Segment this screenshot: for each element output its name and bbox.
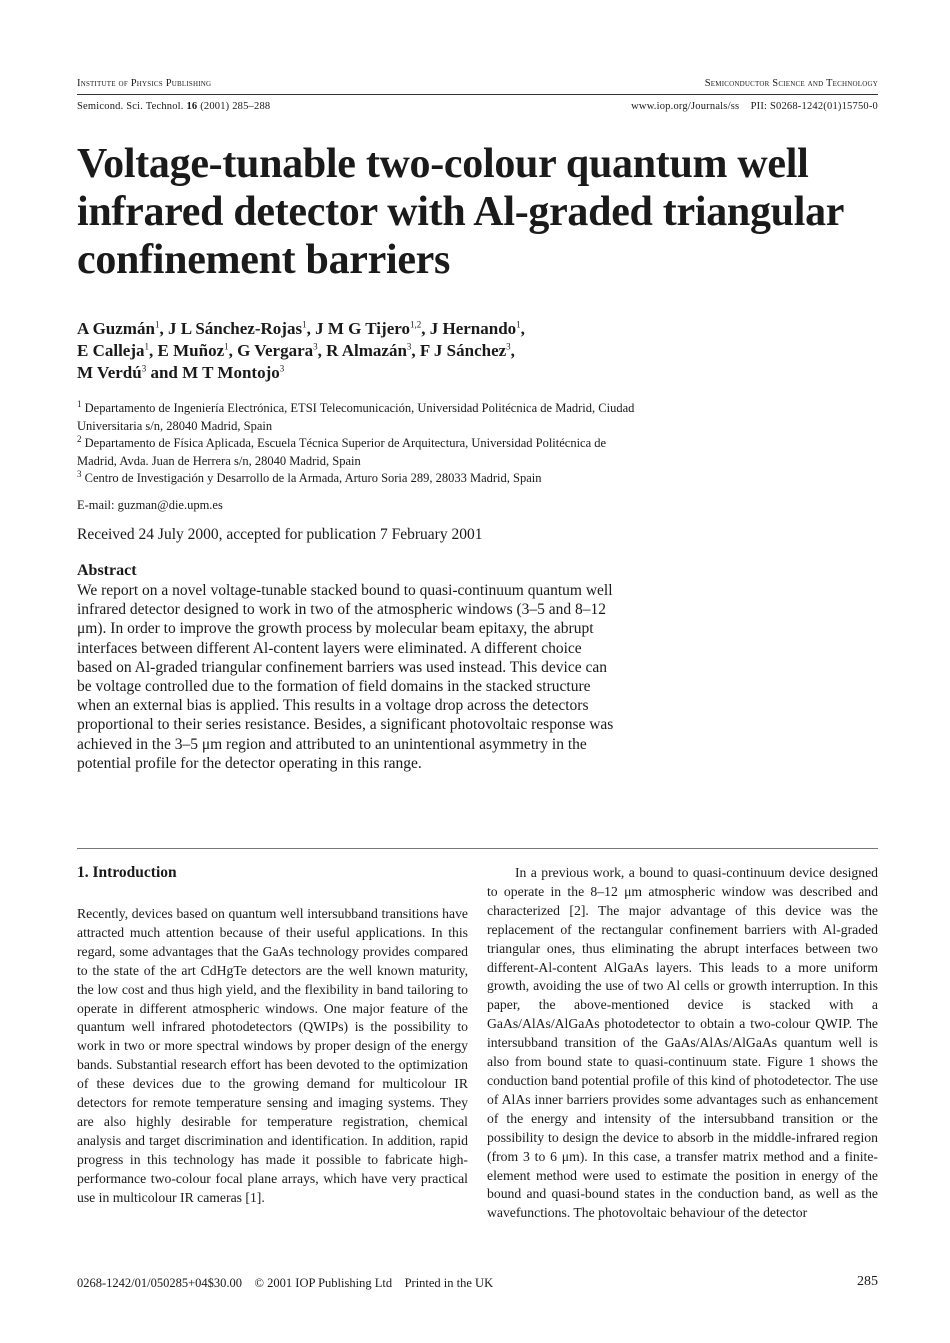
paper-title: Voltage-tunable two-colour quantum well infrared detector with Al-graded triangular confinement barriers xyxy=(77,141,844,283)
section-heading: 1. Introduction xyxy=(77,864,177,881)
affiliation-number: 3 xyxy=(77,468,82,479)
author-name: J L Sánchez-Rojas xyxy=(167,319,303,338)
author-name: E Muñoz xyxy=(157,341,225,360)
affiliation-1 xyxy=(77,399,637,435)
author-name: R Almazán xyxy=(326,341,407,360)
footer-info xyxy=(77,1276,493,1291)
header-rule xyxy=(77,94,878,95)
body-column-left: Recently, devices based on quantum well intersubband transitions have attracted much attention because of their useful applications. In this regard, some advantages that the GaAs technology provides compared to the state of the art CdHgTe detectors are the well known maturity, the low cost and thus high yield, and the flexibility in band tailoring to operate in different atmospheric windows. One major feature of the quantum well infrared photodetectors (QWIPs) is the possibility to work in two or more spectral windows by proper design of the energy bands. Substantial research effort has been devoted to the optimization of these devices due to the growing demand for multicolour IR detectors for remote temperature sensing and imaging systems. They are also highly desirable for temperature registration, chemical analysis and target discrimination and identification. In addition, rapid progress in this technology has made it possible to fabricate high-performance two-colour focal plane arrays, which have very practical use in multicolour IR cameras [1]. xyxy=(77,906,468,1205)
affiliation-2 xyxy=(77,434,637,470)
author-name: A Guzmán xyxy=(77,319,155,338)
abstract-text: We report on a novel voltage-tunable stacked bound to quasi-continuum quantum well infrared detector designed to work in two of the atmospheric windows (3–5 and 8–12 μm). In order to improve the growth process by molecular beam epitaxy, the abrupt interfaces between different Al-content layers were eliminated. A different choice based on Al-graded triangular confinement barriers was used instead. This device can be voltage controlled due to the formation of field domains in the stacked structure when an external bias is applied. This results in a voltage drop across the detectors proportional to their series resistance. Besides, a significant photovoltaic response was achieved in the 3–5 μm region and attributed to an unintentional asymmetry in the potential profile for the detector operating in this range. xyxy=(77,582,614,772)
citation-pages: (2001) 285–288 xyxy=(200,101,271,112)
affiliation-number: 2 xyxy=(77,433,82,444)
citation xyxy=(77,101,270,112)
footer-copyright: © 2001 IOP Publishing Ltd xyxy=(254,1276,393,1290)
footer-code: 0268-1242/01/050285+04$30.00 xyxy=(77,1276,243,1290)
author-name: E Calleja xyxy=(77,341,145,360)
email[interactable]: E-mail: guzman@die.upm.es xyxy=(77,498,223,512)
author-name: J Hernando xyxy=(429,319,517,338)
author-affiliation-mark: 1 xyxy=(224,341,229,352)
affiliation-3 xyxy=(77,469,697,487)
author-affiliation-mark: 1 xyxy=(516,319,521,330)
affiliation-text: Departamento de Ingeniería Electrónica, ETSI Telecomunicación, Universidad Politécnica de Madrid, Ciudad Universitaria s/n, 28040 Madrid, Spain xyxy=(77,401,635,433)
publisher-name: Institute of Physics Publishing xyxy=(77,78,212,89)
author-affiliation-mark: 1,2 xyxy=(409,319,422,330)
abstract-heading: Abstract xyxy=(77,562,137,579)
journal-url[interactable]: www.iop.org/Journals/ss xyxy=(631,101,740,112)
section-divider xyxy=(77,848,878,849)
author-name: J M G Tijero xyxy=(315,319,410,338)
author-affiliation-mark: 3 xyxy=(506,341,511,352)
citation-volume: 16 xyxy=(186,101,198,112)
author-affiliation-mark: 1 xyxy=(154,319,160,330)
citation-journal: Semicond. Sci. Technol. xyxy=(77,101,184,112)
received-dates: Received 24 July 2000, accepted for publication 7 February 2001 xyxy=(77,526,483,543)
author-name: G Vergara xyxy=(237,341,314,360)
author-name: F J Sánchez xyxy=(419,341,507,360)
pii: PII: S0268-1242(01)15750-0 xyxy=(750,101,878,112)
body-column-right: In a previous work, a bound to quasi-continuum device designed to operate in the 8–12 μm atmospheric window was described and characterized [2]. The major advantage of this device was the replacement of the rectangular confinement barriers with Al-graded triangular ones, thus eliminating the abrupt interfaces between two different-Al-content AlGaAs layers. This leads to a more uniform growth, avoiding the use of two Al cells or growth interruption. In this paper, the above-mentioned device is stacked with a GaAs/AlAs/AlGaAs photodetector to obtain a two-colour QWIP. The intersubband transition of the GaAs/AlAs/AlGaAs quantum well is also from bound state to quasi-continuum state. Figure 1 shows the conduction band potential profile of this kind of photodetector. The use of AlAs inner barriers provides some advantages such as enhancement of the energy and intensity of the intersubband transition or the possibility to design the device to absorb in the middle-infrared region (from 3 to 6 μm). In this case, a transfer matrix method and a finite-element method were used to estimate the position in energy of the bound and quasi-bound states in the conduction band, as well as the wavefunctions. The photovoltaic behaviour of the detector xyxy=(487,865,878,1221)
affiliation-text: Centro de Investigación y Desarrollo de la Armada, Arturo Soria 289, 28033 Madrid, Spain xyxy=(84,471,542,485)
footer-printed: Printed in the UK xyxy=(404,1276,494,1290)
page-number: 285 xyxy=(857,1274,878,1289)
author-affiliation-mark: 1 xyxy=(302,319,307,330)
author-name: M Verdú xyxy=(77,363,142,382)
affiliation-number: 1 xyxy=(77,398,82,409)
author-list: A Guzmán$^1$, J L Sánchez-Rojas$^1$, J M G Tijero$^{1,2}$, J Hernando$^1$, E Calleja$^1$, E Muñoz$^1$, G Vergara$^3$, R Almazán$^3$, F J Sánchez$^3$, M Verdú$^3$ and M T Montojo$^3$ xyxy=(77,319,525,382)
journal-name: Semiconductor Science and Technology xyxy=(704,78,878,89)
author-affiliation-mark: 3 xyxy=(313,341,318,352)
author-affiliation-mark: 3 xyxy=(279,363,285,374)
author-affiliation-mark: 3 xyxy=(141,363,147,374)
affiliation-text: Departamento de Física Aplicada, Escuela Técnica Superior de Arquitectura, Universidad Politécnica de Madrid, Avda. Juan de Herrera s/n, 28040 Madrid, Spain xyxy=(77,436,607,468)
author-affiliation-mark: 1 xyxy=(144,341,150,352)
journal-ids xyxy=(631,101,878,112)
author-name: M T Montojo xyxy=(182,363,280,382)
author-affiliation-mark: 3 xyxy=(406,341,412,352)
